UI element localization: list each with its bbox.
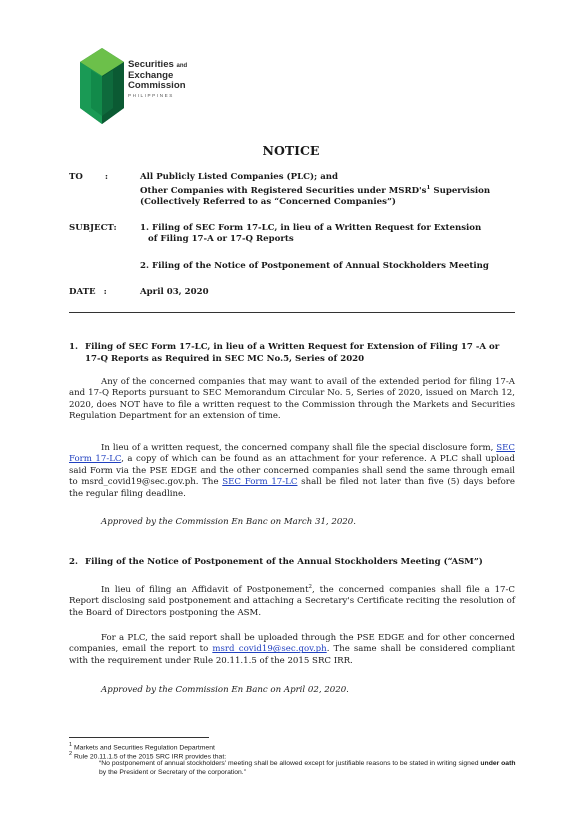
logo-line1: Securities	[128, 59, 174, 70]
subject-item-1: 1. Filing of SEC Form 17-LC, in lieu of a Written Request for Extension of Filing 17-A or 17-Q Reports	[140, 223, 482, 244]
logo-line3: Commission	[128, 80, 186, 91]
subject-item-2: 2. Filing of the Notice of Postponement of Annual Stockholders Meeting	[140, 261, 489, 271]
footnote-divider	[69, 737, 209, 738]
to-recipients	[140, 172, 520, 208]
logo-line1-small: and	[176, 63, 188, 69]
section-1-heading: 1. Filing of SEC Form 17-LC, in lieu of a Written Request for Extension of Filing 17 -A or 17-Q Reports as Required in SEC MC No.5, Series of 2020	[69, 342, 500, 364]
msrd-email-link[interactable]: msrd_covid19@sec.gov.ph	[212, 644, 327, 655]
footnote-2-quote: “No postponement of annual stockholders' meeting shall be allowed except for justifiable reasons to be stated in writing signed under oath by the President or Secretary of the corporation.”	[99, 760, 516, 776]
date-value: April 03, 2020	[140, 287, 209, 297]
footnote-1: $^1$ Markets and Securities Regulation Department	[69, 742, 215, 752]
logo-wordmark	[128, 60, 187, 91]
section-2-heading: 2. Filing of the Notice of Postponement of the Annual Stockholders Meeting (“ASM”)	[69, 557, 483, 567]
to-line-1: All Publicly Listed Companies (PLC); and	[140, 172, 339, 182]
logo-country: PHILIPPINES	[128, 93, 174, 98]
to-label: TO :	[69, 172, 109, 182]
section-2-paragraph-2: For a PLC, the said report shall be uploaded through the PSE EDGE and for other concerned companies, email the report to msrd_covid19@sec.gov.ph. The same shall be considered compliant with the requirement under Rule 20.11.1.5 of the 2015 SRC IRR.	[69, 633, 515, 666]
section-1-approval: Approved by the Commission En Banc on March 31, 2020.	[101, 517, 356, 527]
date-label: DATE :	[69, 287, 107, 297]
sec-form-17lc-link-2[interactable]: SEC Form 17-LC	[222, 477, 298, 488]
to-line-3: (Collectively Referred to as “Concerned Companies”)	[140, 196, 396, 207]
section-1-paragraph-1: Any of the concerned companies that may want to avail of the extended period for filing 17-A and 17-Q Reports pursuant to SEC Memorandum Circular No. 5, Series of 2020, issued on March 12, 2020, does NOT have to file a written request to the Commission through the Markets and Securities Regulation Department for an extension of time.	[69, 377, 515, 422]
section-1-paragraph-2: In lieu of a written request, the concerned company shall file the special disclosure form, SEC Form 17-LC, a copy of which can be found as an attachment for your reference. A PLC shall upload said Form via the PSE EDGE and the other concerned companies shall send the same through email to msrd_covid19@sec.gov.ph. The SEC Form 17-LC shall be filed not later than five (5) days before the regular filing deadline.	[69, 443, 515, 499]
logo-line2: Exchange	[128, 70, 174, 81]
footnote-2: $^2$ Rule 20.11.1.5 of the 2015 SRC IRR provides that:	[69, 751, 227, 761]
header-divider	[69, 312, 515, 313]
sec-form-17lc-link[interactable]: SEC Form 17-LC	[69, 443, 515, 465]
sec-emblem-icon	[78, 46, 126, 126]
subject-label: SUBJECT:	[69, 223, 117, 233]
page-title: NOTICE	[262, 143, 320, 158]
section-2-paragraph-1: In lieu of filing an Affidavit of Postponement$^2$, the concerned companies shall file a 17-C Report disclosing said postponement and attaching a Secretary's Certificate reciting the resolution of the Board of Directors postponing the ASM.	[69, 584, 515, 618]
sec-logo	[78, 46, 198, 126]
section-2-approval: Approved by the Commission En Banc on April 02, 2020.	[101, 685, 349, 695]
to-line-2: Other Companies with Registered Securities under $MSRD's^1$ Supervision	[140, 185, 491, 196]
